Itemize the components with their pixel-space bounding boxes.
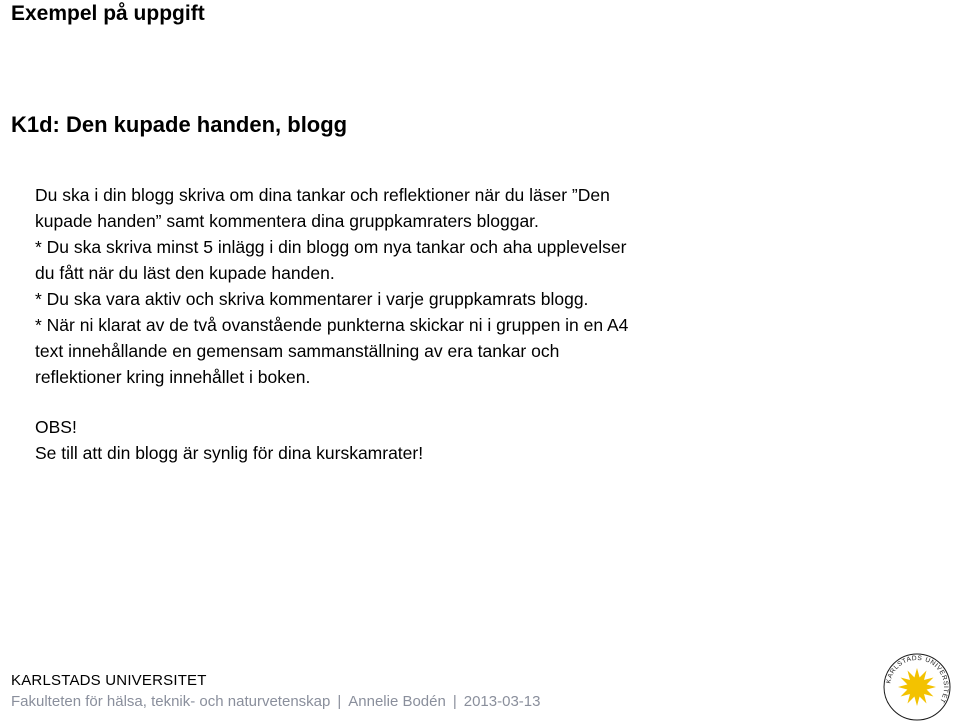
body-line: * När ni klarat av de två ovanstående punkterna skickar ni i gruppen in en A4 [35, 315, 629, 335]
logo-ring-text: KARLSTADS UNIVERSITET [885, 654, 950, 705]
body-line: * Du ska vara aktiv och skriva kommentarer i varje gruppkamrats blogg. [35, 289, 589, 309]
footer-university: KARLSTADS UNIVERSITET [11, 672, 207, 689]
footer-author: Annelie Bodén [348, 693, 446, 710]
footer-date: 2013-03-13 [463, 693, 541, 710]
footer-separator: | [337, 693, 342, 710]
university-logo-icon [882, 652, 952, 722]
body-line: * Du ska skriva minst 5 inlägg i din blogg om nya tankar och aha upplevelser [35, 237, 627, 257]
sun-icon [898, 668, 936, 706]
body-line: text innehållande en gemensam sammanställning av era tankar och [35, 341, 560, 361]
paragraph-gap [35, 390, 915, 414]
body-line: Du ska i din blogg skriva om dina tankar och reflektioner när du läser ”Den [35, 185, 610, 205]
footer-separator: | [452, 693, 457, 710]
slide-header: Exempel på uppgift [11, 2, 205, 25]
footer-info [11, 693, 540, 710]
body-line: kupade handen” samt kommentera dina gruppkamraters bloggar. [35, 211, 539, 231]
assignment-body [35, 182, 915, 466]
footer-faculty: Fakulteten för hälsa, teknik- och naturvetenskap [11, 693, 331, 710]
obs-label: OBS! [35, 417, 77, 437]
obs-text: Se till att din blogg är synlig för dina kurskamrater! [35, 443, 424, 463]
slide-title: K1d: Den kupade handen, blogg [11, 112, 348, 137]
body-line: du fått när du läst den kupade handen. [35, 263, 335, 283]
body-line: reflektioner kring innehållet i boken. [35, 367, 311, 387]
